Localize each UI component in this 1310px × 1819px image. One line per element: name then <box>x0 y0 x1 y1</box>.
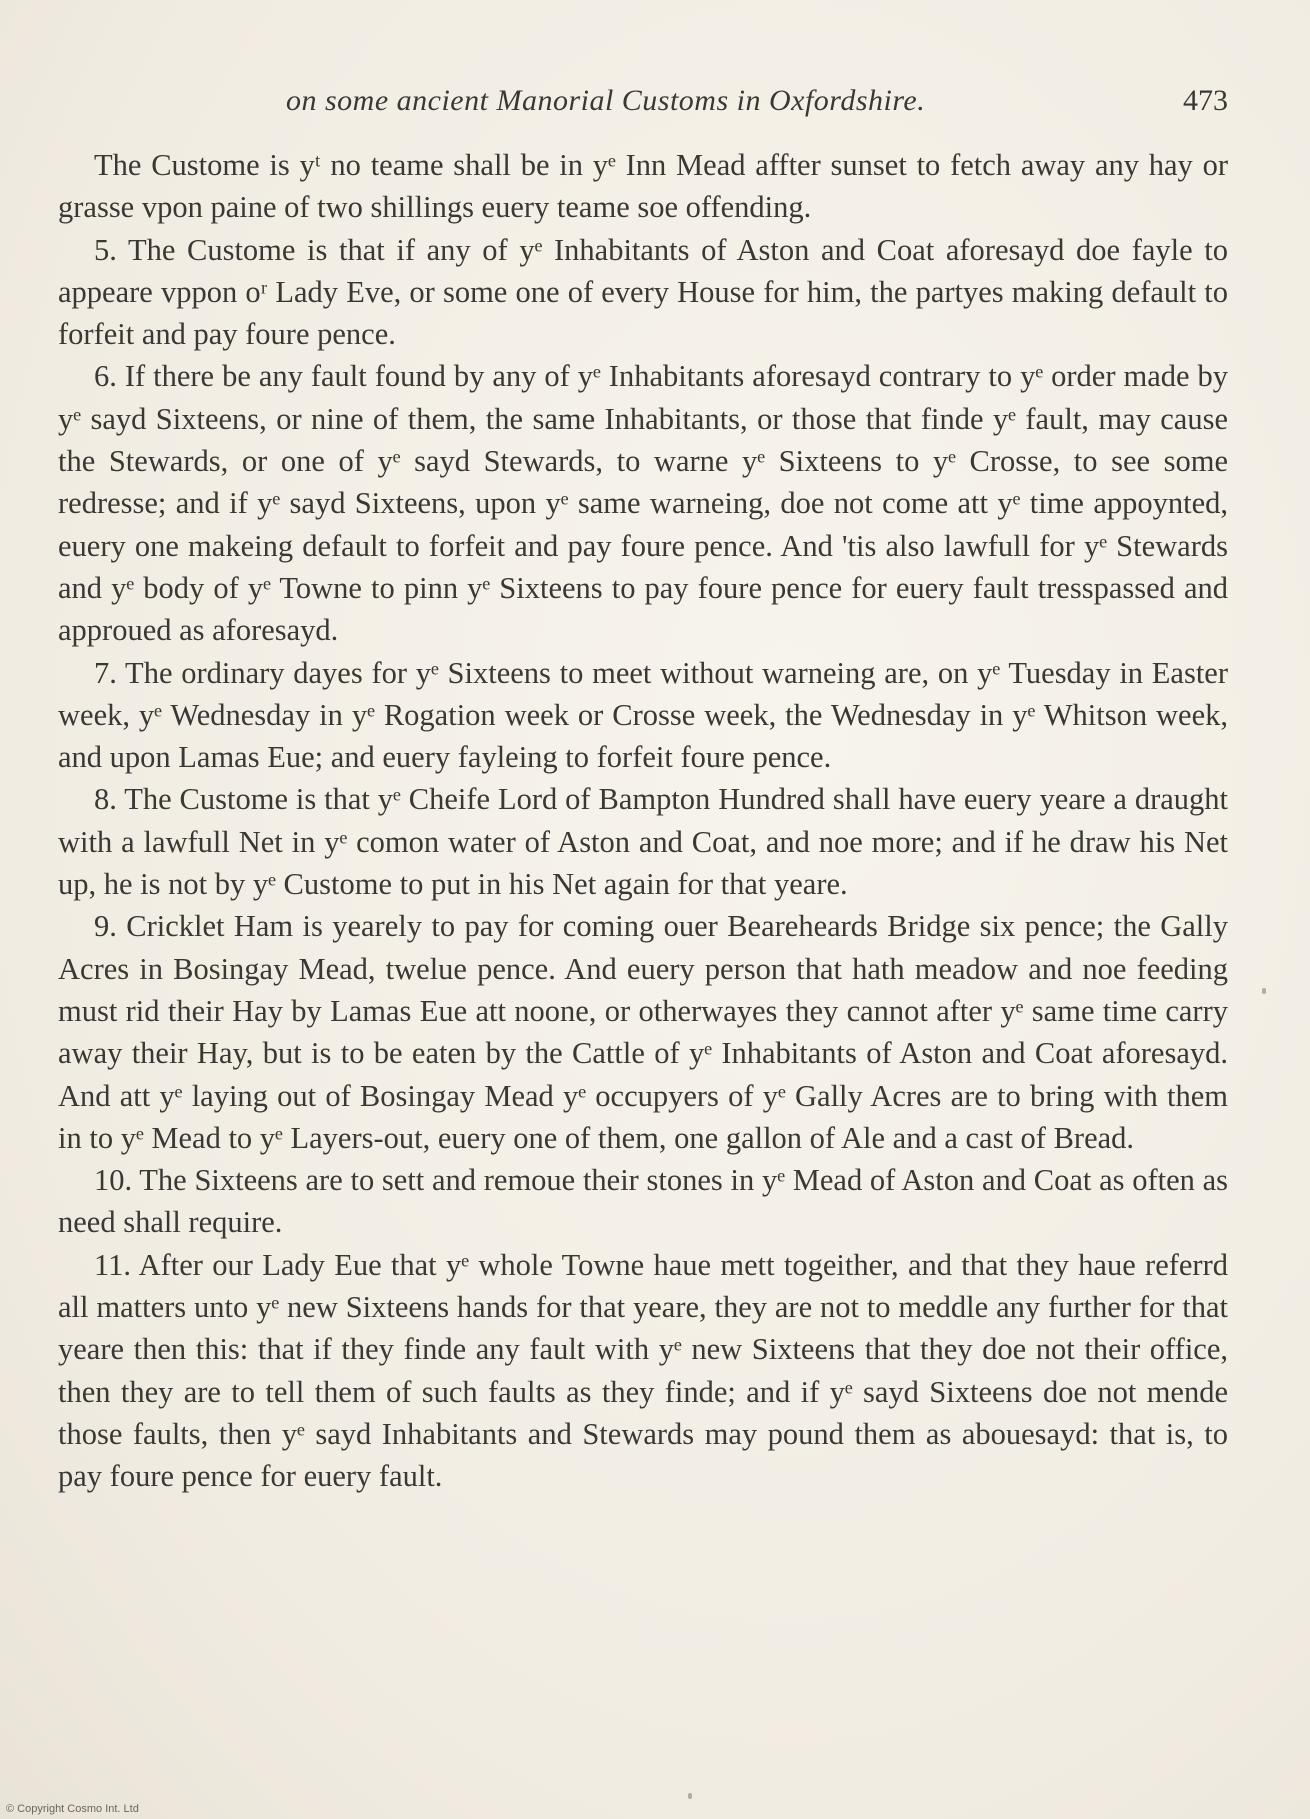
paragraph-9: 9. Cricklet Ham is yearely to pay for coming ouer Beareheards Bridge six pence; the Gally Acres in Bosingay Mead, twelue pence. And euery person that hath meadow and noe feeding must rid their Hay by Lamas Eue att noone, or otherwayes they cannot after yᵉ same time carry away their Hay, but is to be eaten by the Cattle of yᵉ Inhabitants of Aston and Coat aforesayd. And att yᵉ laying out of Bosingay Mead yᵉ occupyers of yᵉ Gally Acres are to bring with them in to yᵉ Mead to yᵉ Layers-out, euery one of them, one gallon of Ale and a cast of Bread. <box>58 909 1228 1155</box>
paragraph-8: 8. The Custome is that yᵉ Cheife Lord of Bampton Hundred shall have euery yeare a draught with a lawfull Net in yᵉ comon water of Aston and Coat, and noe more; and if he draw his Net up, he is not by yᵉ Custome to put in his Net again for that yeare. <box>58 782 1228 902</box>
paragraph-custome-teame: The Custome is yᵗ no teame shall be in yᵉ Inn Mead affter sunset to fetch away any hay or grasse vpon paine of two shillings euery teame soe offending. <box>58 148 1228 225</box>
copyright-watermark: © Copyright Cosmo Int. Ltd <box>6 1803 139 1815</box>
paper-speck <box>688 1793 692 1799</box>
paragraph-7: 7. The ordinary dayes for yᵉ Sixteens to meet without warneing are, on yᵉ Tuesday in Easter week, yᵉ Wednesday in yᵉ Rogation week or Crosse week, the Wednesday in yᵉ Whitson week, and upon Lamas Eue; and euery fayleing to forfeit foure pence. <box>58 655 1228 775</box>
paragraph-10: 10. The Sixteens are to sett and remoue their stones in yᵉ Mead of Aston and Coat as often as need shall require. <box>58 1163 1228 1240</box>
paragraph-6: 6. If there be any fault found by any of yᵉ Inhabitants aforesayd contrary to yᵉ order made by yᵉ sayd Sixteens, or nine of them, the same Inhabitants, or those that finde yᵉ fault, may cause the Stewards, or one of yᵉ sayd Stewards, to warne yᵉ Sixteens to yᵉ Crosse, to see some redresse; and if yᵉ sayd Sixteens, upon yᵉ same warneing, doe not come att yᵉ time appoynted, euery one makeing default to forfeit and pay foure pence. And 'tis also lawfull for yᵉ Stewards and yᵉ body of yᵉ Towne to pinn yᵉ Sixteens to pay foure pence for euery fault tresspassed and approued as aforesayd. <box>58 359 1228 648</box>
paper-speck <box>1262 988 1266 994</box>
body-text <box>58 144 1228 1498</box>
running-head: on some ancient Manorial Customs in Oxfordshire. <box>286 84 926 117</box>
page-header <box>56 84 1228 128</box>
paragraph-11: 11. After our Lady Eue that yᵉ whole Towne haue mett togeither, and that they haue referrd all matters unto yᵉ new Sixteens hands for that yeare, they are not to meddle any further for that yeare then this: that if they finde any fault with yᵉ new Sixteens that they doe not their office, then they are to tell them of such faults as they finde; and if yᵉ sayd Sixteens doe not mende those faults, then yᵉ sayd Inhabitants and Stewards may pound them as abouesayd: that is, to pay foure pence for euery fault. <box>58 1247 1228 1494</box>
page-number: 473 <box>1183 84 1228 117</box>
paragraph-5: 5. The Custome is that if any of yᵉ Inhabitants of Aston and Coat aforesayd doe fayle to appeare vppon oʳ Lady Eve, or some one of every House for him, the partyes making default to forfeit and pay foure pence. <box>58 232 1228 352</box>
